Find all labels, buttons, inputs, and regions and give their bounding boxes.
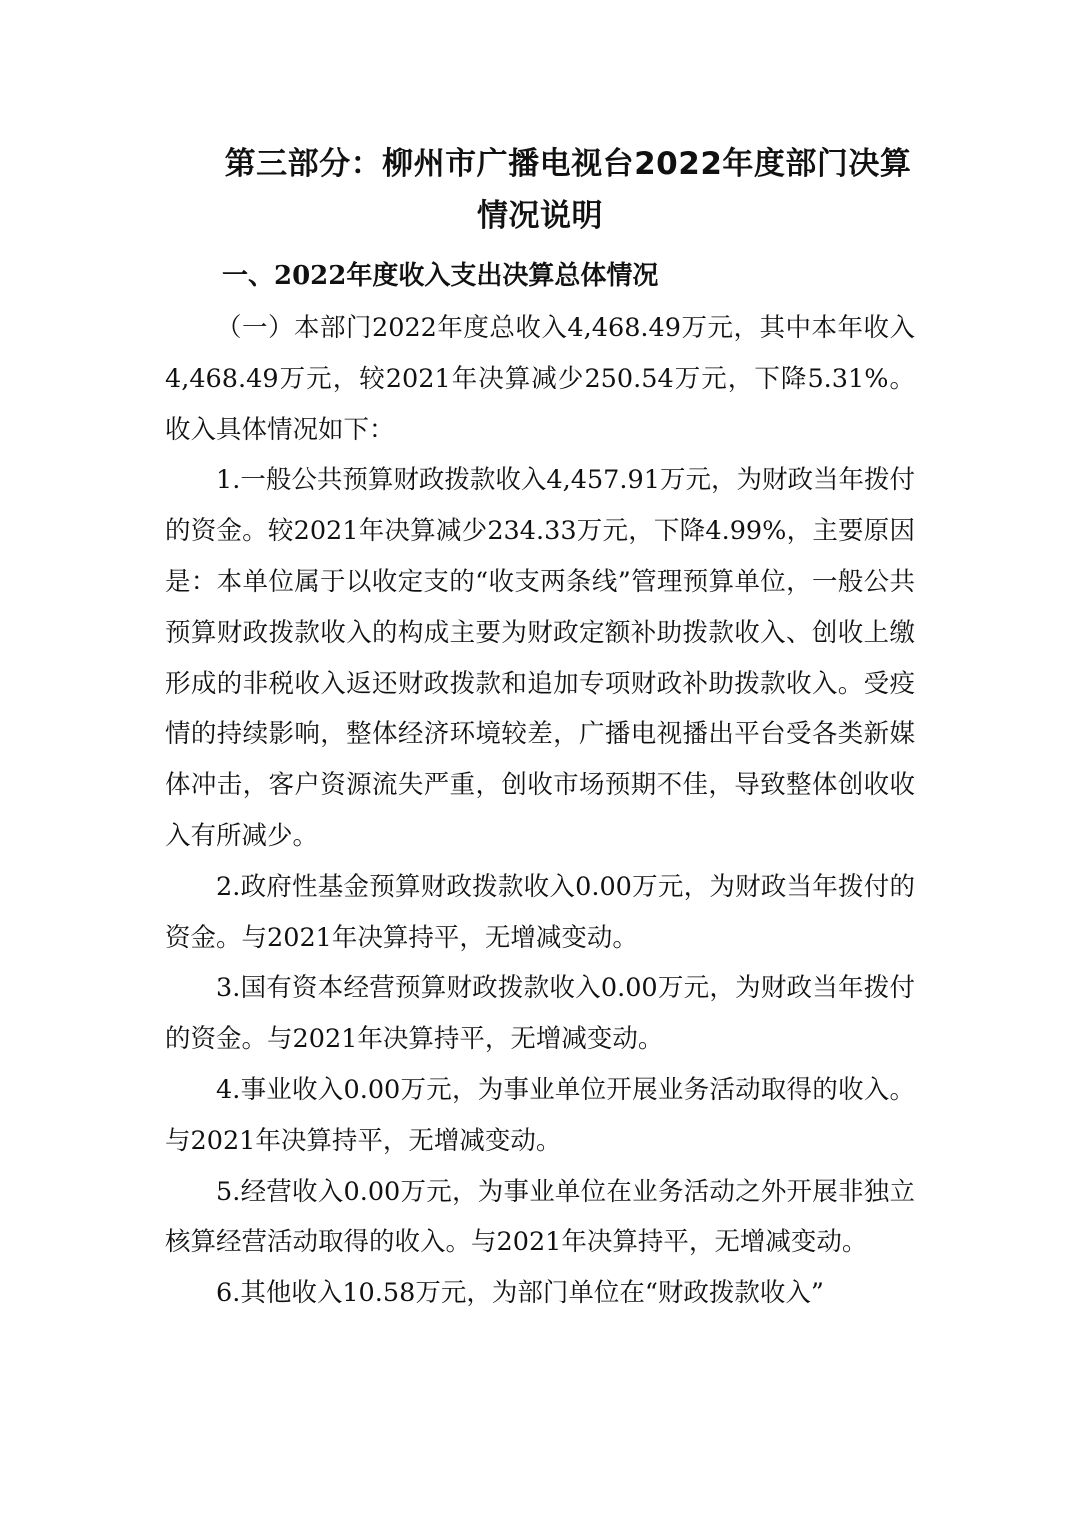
- title-line-1: 第三部分：柳州市广播电视台2022年度部门决算: [224, 146, 912, 182]
- paragraph-government-fund: 2.政府性基金预算财政拨款收入0.00万元，为财政当年拨付的资金。与2021年决算持平，无增减变动。: [165, 871, 915, 953]
- paragraph-state-capital: 3.国有资本经营预算财政拨款收入0.00万元，为财政当年拨付的资金。与2021年决算持平，无增减变动。: [165, 973, 915, 1055]
- paragraph-total-income: （一）本部门2022年度总收入4,468.49万元，其中本年收入4,468.49万元，较2021年决算减少250.54万元，下降5.31%。收入具体情况如下：: [165, 313, 915, 445]
- paragraph-business-income: 4.事业收入0.00万元，为事业单位开展业务活动取得的收入。与2021年决算持平，无增减变动。: [165, 1074, 915, 1156]
- paragraph-other-income: 6.其他收入10.58万元，为部门单位在“财政拨款收入”: [216, 1278, 824, 1309]
- section-heading: 一、2022年度收入支出决算总体情况: [222, 261, 659, 291]
- title-line-2: 情况说明: [477, 198, 603, 234]
- paragraph-operating-income: 5.经营收入0.00万元，为事业单位在业务活动之外开展非独立核算经营活动取得的收入。与2021年决算持平，无增减变动。: [165, 1176, 915, 1258]
- paragraph-general-budget: 1.一般公共预算财政拨款收入4,457.91万元，为财政当年拨付的资金。较2021年决算减少234.33万元，下降4.99%，主要原因是：本单位属于以收定支的“收支两条线”管理预算单位，一般公共预算财政拨款收入的构成主要为财政定额补助拨款收入、创收上缴形成的非税收入返还财政拨款和追加专项财政补助拨款收入。受疫情的持续影响，整体经济环境较差，广播电视播出平台受各类新媒体冲击，客户资源流失严重，创收市场预期不佳，导致整体创收收入有所减少。: [165, 465, 915, 851]
- document-body: [165, 303, 915, 1319]
- document-title: [165, 138, 915, 242]
